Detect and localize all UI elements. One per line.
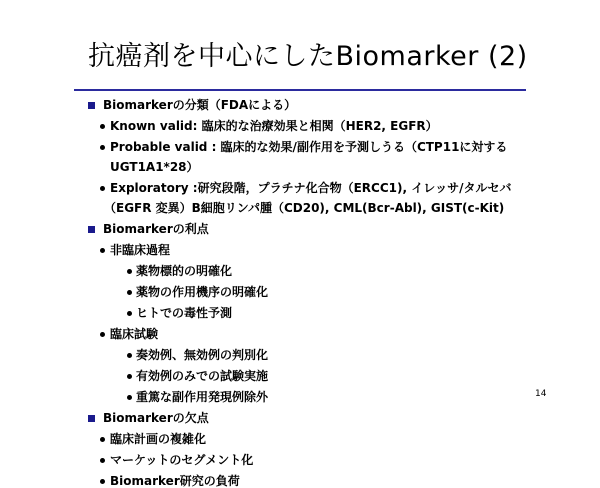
square-bullet-icon bbox=[88, 415, 95, 422]
dot-bullet-icon bbox=[100, 186, 105, 191]
bullet-level1: Biomarkerの分類（FDAによる） bbox=[103, 98, 297, 112]
page-number: 14 bbox=[535, 389, 547, 399]
slide-title: 抗癌剤を中心にしたBiomarker (2) bbox=[88, 41, 528, 72]
bullet-continuation: （EGFR 変異）B細胞リンパ腫（CD20), CML(Bcr-Abl), GIST(c-Kit) bbox=[104, 201, 505, 215]
dot-bullet-icon bbox=[127, 374, 132, 379]
dot-bullet-icon bbox=[100, 332, 105, 337]
title-underline bbox=[74, 89, 526, 91]
bullet-level3: 薬物の作用機序の明確化 bbox=[136, 285, 269, 299]
bullet-continuation: UGT1A1*28） bbox=[110, 160, 199, 174]
bullet-level3: 有効例のみでの試験実施 bbox=[136, 369, 269, 383]
dot-bullet-icon bbox=[127, 311, 132, 316]
dot-bullet-icon bbox=[127, 269, 132, 274]
square-bullet-icon bbox=[88, 102, 95, 109]
dot-bullet-icon bbox=[127, 395, 132, 400]
dot-bullet-icon bbox=[100, 437, 105, 442]
dot-bullet-icon bbox=[100, 124, 105, 129]
bullet-level2: マーケットのセグメント化 bbox=[110, 453, 254, 467]
bullet-level1: Biomarkerの利点 bbox=[103, 222, 209, 236]
bullet-level1: Biomarkerの欠点 bbox=[103, 411, 209, 425]
dot-bullet-icon bbox=[100, 248, 105, 253]
dot-bullet-icon bbox=[127, 353, 132, 358]
dot-bullet-icon bbox=[127, 290, 132, 295]
bullet-level3: 奏効例、無効例の判別化 bbox=[136, 348, 269, 362]
bullet-level2: Biomarker研究の負荷 bbox=[110, 474, 240, 488]
dot-bullet-icon bbox=[100, 458, 105, 463]
bullet-level2: Known valid: 臨床的な治療効果と相関（HER2, EGFR） bbox=[110, 119, 438, 133]
bullet-level3: ヒトでの毒性予測 bbox=[136, 306, 233, 320]
bullet-level2: Probable valid : 臨床的な効果/副作用を予測しうる（CTP11に対する bbox=[110, 140, 508, 154]
dot-bullet-icon bbox=[100, 145, 105, 150]
bullet-level3: 薬物標的の明確化 bbox=[136, 264, 233, 278]
bullet-level2: 非臨床過程 bbox=[110, 243, 171, 257]
bullet-level2: Exploratory :研究段階，プラチナ化合物（ERCC1), イレッサ/タルセバ bbox=[110, 181, 512, 195]
square-bullet-icon bbox=[88, 226, 95, 233]
dot-bullet-icon bbox=[100, 479, 105, 484]
bullet-level2: 臨床試験 bbox=[110, 327, 159, 341]
bullet-level3: 重篤な副作用発現例除外 bbox=[136, 390, 269, 404]
bullet-level2: 臨床計画の複雑化 bbox=[110, 432, 207, 446]
